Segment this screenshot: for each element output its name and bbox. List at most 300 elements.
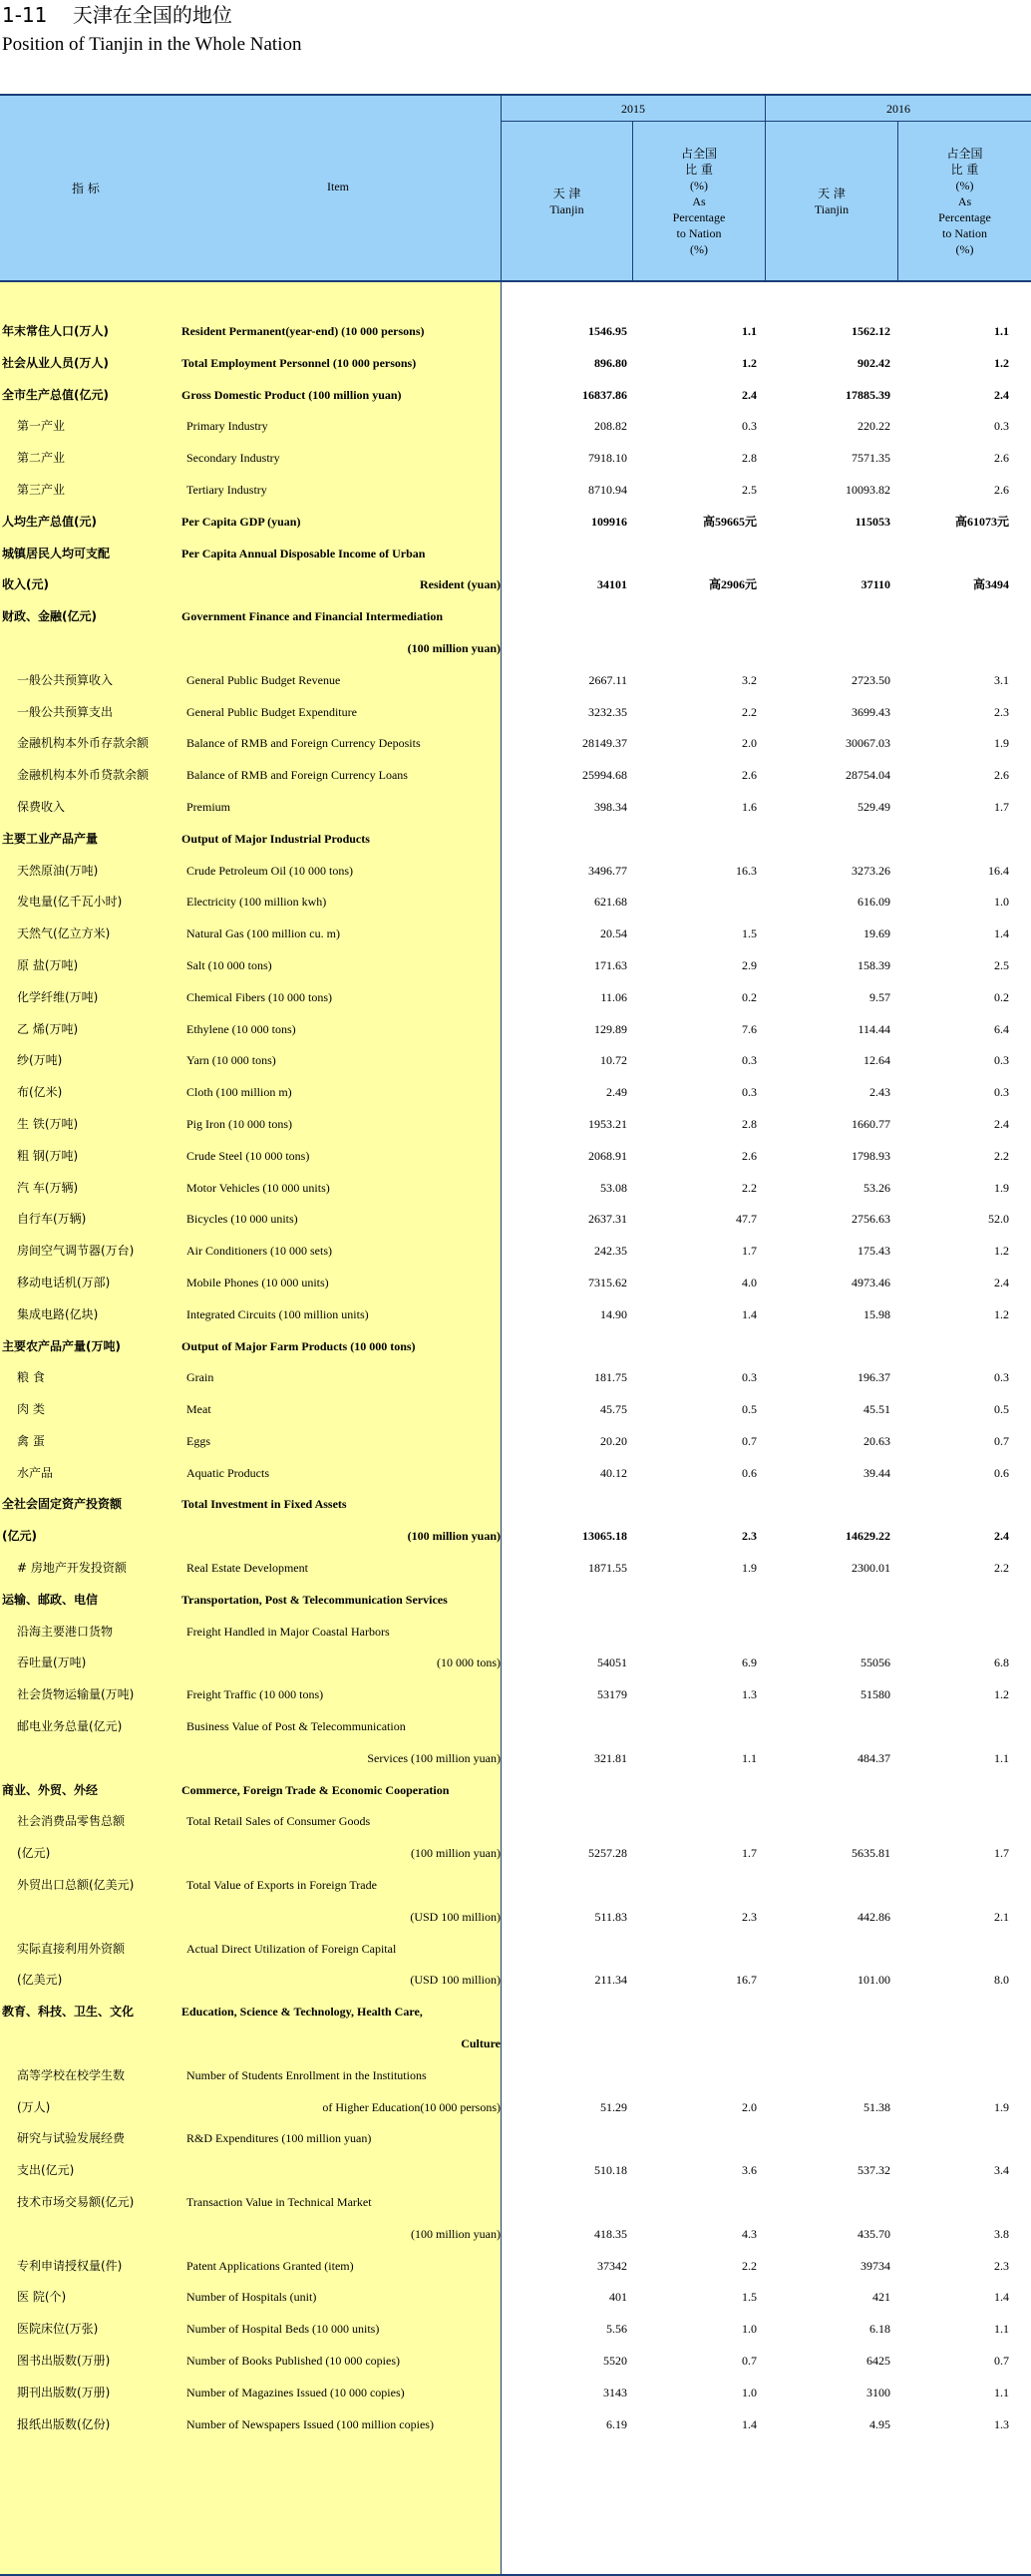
header-item-en: Item bbox=[327, 180, 349, 193]
row-value-2015: 2637.31 bbox=[588, 1212, 627, 1227]
row-value-2016: 4.95 bbox=[869, 2416, 890, 2431]
row-item-en: Eggs bbox=[186, 1433, 210, 1448]
header-share-line: Percentage bbox=[938, 209, 991, 224]
table-row bbox=[0, 316, 1031, 348]
table-row bbox=[0, 1648, 1031, 1679]
row-item-en: (100 million yuan) bbox=[411, 2226, 501, 2241]
row-value-2015: 2.49 bbox=[606, 1085, 627, 1100]
header-indicator-cn: 指 标 bbox=[72, 182, 100, 195]
row-item-en: (100 million yuan) bbox=[407, 640, 501, 655]
row-share-2016: 3.1 bbox=[994, 672, 1009, 687]
row-share-2016: 2.6 bbox=[994, 451, 1009, 466]
table-row bbox=[0, 633, 1031, 665]
row-value-2016: 114.44 bbox=[858, 1021, 890, 1036]
row-item-en: Actual Direct Utilization of Foreign Capital bbox=[186, 1941, 397, 1956]
table-row bbox=[0, 1934, 1031, 1966]
row-value-2015: 1953.21 bbox=[588, 1116, 627, 1131]
row-indicator-cn: (亿元) bbox=[2, 1529, 37, 1544]
row-indicator-cn: 年末常住人口(万人) bbox=[2, 324, 109, 338]
row-value-2015: 1546.95 bbox=[588, 324, 627, 338]
row-share-2015: 47.7 bbox=[736, 1212, 757, 1227]
header-share-line: 比 重 bbox=[685, 162, 713, 177]
row-share-2015: 0.5 bbox=[742, 1402, 757, 1417]
row-share-2016: 6.4 bbox=[994, 1021, 1009, 1036]
row-indicator-cn: 人均生产总值(元) bbox=[2, 514, 97, 529]
row-share-2015: 0.7 bbox=[742, 2354, 757, 2368]
row-item-en: Electricity (100 million kwh) bbox=[186, 895, 327, 910]
table-row bbox=[0, 728, 1031, 760]
row-indicator-cn: 第二产业 bbox=[17, 451, 66, 466]
row-value-2015: 10.72 bbox=[600, 1053, 627, 1068]
row-value-2016: 158.39 bbox=[858, 957, 890, 972]
row-value-2015: 20.54 bbox=[600, 926, 627, 941]
row-value-2016: 1562.12 bbox=[852, 324, 890, 338]
row-item-en: Yarn (10 000 tons) bbox=[186, 1053, 276, 1068]
row-share-2015: 0.3 bbox=[742, 419, 757, 434]
row-item-en: Total Employment Personnel (10 000 persons) bbox=[181, 355, 417, 370]
row-share-2015: 1.0 bbox=[742, 2385, 757, 2399]
row-share-2016: 0.7 bbox=[994, 2354, 1009, 2368]
row-indicator-cn: 保费收入 bbox=[17, 799, 66, 814]
row-value-2015: 129.89 bbox=[594, 1021, 627, 1036]
row-indicator-cn: 移动电话机(万部) bbox=[17, 1275, 111, 1289]
table-row bbox=[0, 760, 1031, 792]
table-row bbox=[0, 1204, 1031, 1236]
row-value-2015: 6.19 bbox=[606, 2416, 627, 2431]
row-share-2016: 0.3 bbox=[994, 1370, 1009, 1385]
row-value-2016: 196.37 bbox=[858, 1370, 890, 1385]
row-item-en: Per Capita GDP (yuan) bbox=[181, 514, 301, 529]
row-item-en: Pig Iron (10 000 tons) bbox=[186, 1116, 292, 1131]
row-share-2015: 0.3 bbox=[742, 1053, 757, 1068]
row-value-2016: 19.69 bbox=[863, 926, 890, 941]
row-item-en: Resident Permanent(year-end) (10 000 persons) bbox=[181, 324, 425, 338]
row-share-2016: 1.9 bbox=[994, 2099, 1009, 2114]
row-share-2015: 高2906元 bbox=[708, 577, 757, 592]
row-share-2015: 4.0 bbox=[742, 1275, 757, 1289]
table-row bbox=[0, 380, 1031, 412]
row-indicator-cn: 水产品 bbox=[17, 1465, 54, 1480]
header-share-line: As bbox=[957, 193, 972, 208]
row-item-en: Balance of RMB and Foreign Currency Loans bbox=[186, 768, 408, 783]
row-indicator-cn: 社会消费品零售总额 bbox=[17, 1814, 126, 1829]
row-indicator-cn: 肉 类 bbox=[17, 1402, 45, 1417]
row-indicator-cn: (亿美元) bbox=[17, 1973, 63, 1988]
row-value-2016: 53.26 bbox=[863, 1180, 890, 1195]
row-item-en: Bicycles (10 000 units) bbox=[186, 1212, 298, 1227]
row-value-2015: 171.63 bbox=[594, 957, 627, 972]
row-indicator-cn: 金融机构本外币贷款余额 bbox=[17, 768, 150, 783]
row-share-2015: 2.0 bbox=[742, 736, 757, 751]
row-item-en: Total Investment in Fixed Assets bbox=[181, 1497, 347, 1512]
row-value-2015: 37342 bbox=[597, 2258, 627, 2273]
row-item-en: Cloth (100 million m) bbox=[186, 1085, 292, 1100]
table-row bbox=[0, 1489, 1031, 1521]
table-row bbox=[0, 1617, 1031, 1649]
row-item-en: General Public Budget Expenditure bbox=[186, 704, 357, 719]
table-row bbox=[0, 950, 1031, 982]
row-share-2016: 3.4 bbox=[994, 2163, 1009, 2178]
row-share-2015: 2.0 bbox=[742, 2099, 757, 2114]
table-row bbox=[0, 1141, 1031, 1173]
row-item-en: Number of Students Enrollment in the Institutions bbox=[186, 2067, 427, 2082]
row-value-2015: 208.82 bbox=[594, 419, 627, 434]
row-value-2015: 2068.91 bbox=[588, 1148, 627, 1163]
table-row bbox=[0, 411, 1031, 443]
row-indicator-cn: 医院床位(万张) bbox=[17, 2322, 99, 2337]
row-item-en: Ethylene (10 000 tons) bbox=[186, 1021, 296, 1036]
row-share-2016: 高3494 bbox=[972, 577, 1009, 592]
row-share-2016: 1.1 bbox=[994, 324, 1009, 338]
table-row bbox=[0, 856, 1031, 888]
row-item-en: Culture bbox=[461, 2036, 501, 2051]
row-value-2016: 3100 bbox=[866, 2385, 890, 2399]
header-share-line: 比 重 bbox=[950, 162, 979, 177]
header-share-line: Percentage bbox=[672, 209, 726, 224]
row-share-2015: 0.6 bbox=[742, 1465, 757, 1480]
row-value-2015: 13065.18 bbox=[582, 1529, 627, 1544]
row-share-2015: 1.0 bbox=[742, 2322, 757, 2337]
row-indicator-cn: 主要农产品产量(万吨) bbox=[2, 1338, 121, 1353]
row-item-en: Output of Major Farm Products (10 000 tons) bbox=[181, 1338, 416, 1353]
table-row bbox=[0, 824, 1031, 856]
table-row bbox=[0, 539, 1031, 570]
table-rows bbox=[0, 316, 1031, 2440]
row-share-2016: 52.0 bbox=[988, 1212, 1009, 1227]
row-share-2016: 0.5 bbox=[994, 1402, 1009, 1417]
table-body bbox=[0, 282, 1031, 2576]
row-share-2016: 1.9 bbox=[994, 1180, 1009, 1195]
header-indicator-cell bbox=[0, 96, 501, 280]
row-share-2015: 6.9 bbox=[742, 1656, 757, 1670]
row-value-2015: 53179 bbox=[597, 1687, 627, 1702]
row-share-2015: 2.2 bbox=[742, 2258, 757, 2273]
table-row bbox=[0, 1553, 1031, 1585]
row-item-en: R&D Expenditures (100 million yuan) bbox=[186, 2131, 372, 2146]
row-item-en: Number of Hospital Beds (10 000 units) bbox=[186, 2322, 380, 2337]
row-share-2015: 高59665元 bbox=[702, 514, 757, 529]
row-value-2016: 55056 bbox=[860, 1656, 890, 1670]
row-share-2015: 4.3 bbox=[742, 2226, 757, 2241]
row-value-2016: 421 bbox=[872, 2290, 890, 2305]
row-share-2016: 1.1 bbox=[994, 2322, 1009, 2337]
row-share-2015: 1.6 bbox=[742, 799, 757, 814]
row-indicator-cn: 沿海主要港口货物 bbox=[17, 1624, 114, 1639]
table-row bbox=[0, 1014, 1031, 1046]
row-item-en: Freight Traffic (10 000 tons) bbox=[186, 1687, 324, 1702]
row-share-2015: 2.8 bbox=[742, 451, 757, 466]
table-row bbox=[0, 2060, 1031, 2092]
table-header bbox=[0, 94, 1031, 282]
row-value-2016: 14629.22 bbox=[846, 1529, 890, 1544]
row-indicator-cn: 高等学校在校学生数 bbox=[17, 2067, 126, 2082]
row-share-2016: 2.2 bbox=[994, 1148, 1009, 1163]
row-value-2015: 34101 bbox=[597, 577, 627, 592]
row-share-2015: 1.9 bbox=[742, 1561, 757, 1576]
row-share-2015: 2.5 bbox=[742, 482, 757, 497]
table-row bbox=[0, 1902, 1031, 1934]
row-value-2015: 181.75 bbox=[594, 1370, 627, 1385]
row-share-2015: 2.3 bbox=[742, 1909, 757, 1924]
row-item-en: Meat bbox=[186, 1402, 211, 1417]
row-value-2016: 902.42 bbox=[858, 355, 890, 370]
row-value-2015: 5257.28 bbox=[588, 1846, 627, 1861]
row-share-2016: 2.4 bbox=[994, 1275, 1009, 1289]
row-item-en: (100 million yuan) bbox=[411, 1846, 501, 1861]
row-indicator-cn: 吞吐量(万吨) bbox=[17, 1656, 87, 1670]
table-row bbox=[0, 1521, 1031, 1553]
row-indicator-cn: 邮电业务总量(亿元) bbox=[17, 1719, 123, 1734]
row-value-2015: 8710.94 bbox=[588, 482, 627, 497]
table-row bbox=[0, 2092, 1031, 2124]
row-item-en: Gross Domestic Product (100 million yuan) bbox=[181, 387, 402, 402]
table-row bbox=[0, 1997, 1031, 2028]
row-value-2015: 621.68 bbox=[594, 895, 627, 910]
row-item-en: Secondary Industry bbox=[186, 451, 280, 466]
row-share-2016: 16.4 bbox=[988, 863, 1009, 878]
table-row bbox=[0, 1394, 1031, 1426]
row-share-2015: 1.7 bbox=[742, 1846, 757, 1861]
row-indicator-cn: 自行车(万辆) bbox=[17, 1212, 87, 1227]
table-row bbox=[0, 2155, 1031, 2187]
row-indicator-cn: 图书出版数(万册) bbox=[17, 2354, 111, 2368]
row-indicator-cn: 医 院(个) bbox=[17, 2290, 67, 2305]
row-item-en: Output of Major Industrial Products bbox=[181, 831, 370, 846]
row-item-en: Total Retail Sales of Consumer Goods bbox=[186, 1814, 371, 1829]
row-share-2015: 1.4 bbox=[742, 1306, 757, 1321]
row-value-2015: 3496.77 bbox=[588, 863, 627, 878]
row-item-en: Primary Industry bbox=[186, 419, 268, 434]
row-value-2015: 16837.86 bbox=[582, 387, 627, 402]
row-share-2016: 1.7 bbox=[994, 1846, 1009, 1861]
row-item-en: Number of Hospitals (unit) bbox=[186, 2290, 317, 2305]
row-indicator-cn: 集成电路(亿块) bbox=[17, 1306, 99, 1321]
row-item-en: Transportation, Post & Telecommunication Services bbox=[181, 1592, 448, 1607]
row-item-en: Real Estate Development bbox=[186, 1561, 308, 1576]
row-share-2016: 1.9 bbox=[994, 736, 1009, 751]
row-share-2016: 1.7 bbox=[994, 799, 1009, 814]
table-row bbox=[0, 2219, 1031, 2251]
table-row bbox=[0, 1426, 1031, 1458]
row-value-2015: 7315.62 bbox=[588, 1275, 627, 1289]
header-share-2015 bbox=[632, 122, 765, 280]
row-value-2016: 2723.50 bbox=[852, 672, 890, 687]
header-tianjin-en: Tianjin bbox=[814, 201, 850, 216]
row-indicator-cn: 外贸出口总额(亿美元) bbox=[17, 1878, 135, 1893]
row-share-2016: 高61073元 bbox=[954, 514, 1009, 529]
table-row bbox=[0, 2346, 1031, 2378]
row-indicator-cn: 金融机构本外币存款余额 bbox=[17, 736, 150, 751]
row-share-2016: 8.0 bbox=[994, 1973, 1009, 1988]
row-share-2015: 16.7 bbox=[736, 1973, 757, 1988]
row-value-2015: 3232.35 bbox=[588, 704, 627, 719]
header-share-2016 bbox=[897, 122, 1031, 280]
row-item-en: (USD 100 million) bbox=[410, 1909, 501, 1924]
page-title-en: Position of Tianjin in the Whole Nation bbox=[2, 34, 302, 55]
row-item-en: Services (100 million yuan) bbox=[367, 1750, 501, 1765]
row-item-en: (10 000 tons) bbox=[437, 1656, 501, 1670]
row-share-2016: 1.1 bbox=[994, 1750, 1009, 1765]
row-value-2016: 3273.26 bbox=[852, 863, 890, 878]
row-share-2015: 2.3 bbox=[742, 1529, 757, 1544]
header-tianjin-en: Tianjin bbox=[549, 201, 584, 216]
row-indicator-cn: # 房地产开发投资额 bbox=[17, 1561, 127, 1576]
row-item-en: Resident (yuan) bbox=[419, 577, 501, 592]
row-value-2015: 20.20 bbox=[600, 1433, 627, 1448]
header-tianjin-2015 bbox=[501, 122, 632, 280]
row-share-2016: 0.3 bbox=[994, 1085, 1009, 1100]
row-share-2015: 0.2 bbox=[742, 989, 757, 1004]
row-share-2015: 3.2 bbox=[742, 672, 757, 687]
row-value-2016: 51580 bbox=[860, 1687, 890, 1702]
row-share-2016: 2.4 bbox=[994, 1116, 1009, 1131]
table-row bbox=[0, 1173, 1031, 1205]
row-value-2016: 28754.04 bbox=[846, 768, 890, 783]
row-indicator-cn: 发电量(亿千瓦小时) bbox=[17, 895, 123, 910]
table-row bbox=[0, 2187, 1031, 2219]
row-value-2016: 12.64 bbox=[863, 1053, 890, 1068]
row-value-2016: 9.57 bbox=[869, 989, 890, 1004]
row-item-en: Integrated Circuits (100 million units) bbox=[186, 1306, 369, 1321]
row-value-2015: 398.34 bbox=[594, 799, 627, 814]
table-row bbox=[0, 1743, 1031, 1775]
row-indicator-cn: 报纸出版数(亿份) bbox=[17, 2416, 111, 2431]
row-indicator-cn: 原 盐(万吨) bbox=[17, 957, 79, 972]
row-share-2015: 0.7 bbox=[742, 1433, 757, 1448]
row-share-2015: 0.3 bbox=[742, 1085, 757, 1100]
row-indicator-cn: 全市生产总值(亿元) bbox=[2, 387, 109, 402]
row-share-2016: 1.2 bbox=[994, 1687, 1009, 1702]
row-value-2015: 2667.11 bbox=[588, 672, 627, 687]
row-indicator-cn: 粗 钢(万吨) bbox=[17, 1148, 79, 1163]
header-year-2016: 2016 bbox=[765, 96, 1031, 122]
table-row bbox=[0, 1109, 1031, 1141]
table-row bbox=[0, 1585, 1031, 1617]
row-indicator-cn: 全社会固定资产投资额 bbox=[2, 1497, 123, 1512]
row-value-2015: 1871.55 bbox=[588, 1561, 627, 1576]
row-item-en: Commerce, Foreign Trade & Economic Cooperation bbox=[181, 1782, 450, 1797]
row-share-2016: 1.4 bbox=[994, 2290, 1009, 2305]
row-value-2015: 51.29 bbox=[600, 2099, 627, 2114]
row-share-2015: 0.3 bbox=[742, 1370, 757, 1385]
row-indicator-cn: 教育、科技、卫生、文化 bbox=[2, 2005, 135, 2020]
row-value-2015: 54051 bbox=[597, 1656, 627, 1670]
row-value-2015: 511.83 bbox=[594, 1909, 627, 1924]
row-value-2016: 15.98 bbox=[863, 1306, 890, 1321]
row-share-2015: 2.2 bbox=[742, 704, 757, 719]
row-indicator-cn: 生 铁(万吨) bbox=[17, 1116, 79, 1131]
row-value-2016: 2300.01 bbox=[852, 1561, 890, 1576]
row-value-2015: 5520 bbox=[603, 2354, 627, 2368]
table-row bbox=[0, 1838, 1031, 1870]
row-value-2016: 20.63 bbox=[863, 1433, 890, 1448]
row-share-2016: 2.2 bbox=[994, 1561, 1009, 1576]
row-share-2016: 2.4 bbox=[994, 387, 1009, 402]
table-row bbox=[0, 1870, 1031, 1902]
header-share-line: (%) bbox=[955, 178, 974, 192]
row-item-en: Freight Handled in Major Coastal Harbors bbox=[186, 1624, 390, 1639]
row-indicator-cn: 乙 烯(万吨) bbox=[17, 1021, 79, 1036]
row-share-2016: 3.8 bbox=[994, 2226, 1009, 2241]
row-item-en: Crude Petroleum Oil (10 000 tons) bbox=[186, 863, 353, 878]
row-share-2015: 2.9 bbox=[742, 957, 757, 972]
row-share-2015: 1.1 bbox=[742, 1750, 757, 1765]
row-share-2015: 1.5 bbox=[742, 2290, 757, 2305]
table-row bbox=[0, 887, 1031, 919]
row-indicator-cn: 支出(亿元) bbox=[17, 2163, 75, 2178]
header-share-line: (%) bbox=[690, 241, 708, 256]
row-indicator-cn: 纱(万吨) bbox=[17, 1053, 63, 1068]
row-indicator-cn: 期刊出版数(万册) bbox=[17, 2385, 111, 2399]
row-item-en: Motor Vehicles (10 000 units) bbox=[186, 1180, 330, 1195]
row-indicator-cn: 第一产业 bbox=[17, 419, 66, 434]
row-indicator-cn: 一般公共预算收入 bbox=[17, 672, 114, 687]
row-indicator-cn: 天然气(亿立方米) bbox=[17, 926, 111, 941]
row-share-2016: 1.3 bbox=[994, 2416, 1009, 2431]
row-value-2016: 484.37 bbox=[858, 1750, 890, 1765]
row-value-2015: 510.18 bbox=[594, 2163, 627, 2178]
row-value-2015: 40.12 bbox=[600, 1465, 627, 1480]
row-share-2015: 2.6 bbox=[742, 1148, 757, 1163]
row-share-2016: 1.4 bbox=[994, 926, 1009, 941]
row-share-2016: 2.6 bbox=[994, 768, 1009, 783]
row-item-en: Per Capita Annual Disposable Income of Urban bbox=[181, 546, 426, 560]
row-value-2016: 115053 bbox=[855, 514, 890, 529]
table-row bbox=[0, 348, 1031, 380]
row-indicator-cn: 专利申请授权量(件) bbox=[17, 2258, 123, 2273]
row-value-2015: 14.90 bbox=[600, 1306, 627, 1321]
row-value-2016: 30067.03 bbox=[846, 736, 890, 751]
header-share-line: to Nation bbox=[942, 225, 987, 240]
row-share-2016: 2.4 bbox=[994, 1529, 1009, 1544]
row-share-2015: 1.2 bbox=[742, 355, 757, 370]
row-item-en: Crude Steel (10 000 tons) bbox=[186, 1148, 310, 1163]
row-item-en: Grain bbox=[186, 1370, 214, 1385]
row-value-2015: 242.35 bbox=[594, 1244, 627, 1259]
row-share-2016: 0.7 bbox=[994, 1433, 1009, 1448]
row-value-2015: 3143 bbox=[603, 2385, 627, 2399]
row-value-2016: 6425 bbox=[866, 2354, 890, 2368]
table-row bbox=[0, 569, 1031, 601]
table-row bbox=[0, 1331, 1031, 1363]
row-item-en: Premium bbox=[186, 799, 230, 814]
row-share-2015: 16.3 bbox=[736, 863, 757, 878]
row-indicator-cn: 商业、外贸、外经 bbox=[2, 1782, 99, 1797]
row-indicator-cn: 实际直接利用外资额 bbox=[17, 1941, 126, 1956]
row-value-2015: 25994.68 bbox=[582, 768, 627, 783]
row-share-2016: 1.2 bbox=[994, 1306, 1009, 1321]
table-row bbox=[0, 1362, 1031, 1394]
row-value-2016: 45.51 bbox=[863, 1402, 890, 1417]
row-indicator-cn: 城镇居民人均可支配 bbox=[2, 546, 111, 560]
row-share-2015: 1.1 bbox=[742, 324, 757, 338]
row-item-en: Number of Books Published (10 000 copies) bbox=[186, 2354, 400, 2368]
row-share-2016: 6.8 bbox=[994, 1656, 1009, 1670]
row-item-en: (USD 100 million) bbox=[410, 1973, 501, 1988]
row-value-2016: 175.43 bbox=[858, 1244, 890, 1259]
row-share-2016: 0.2 bbox=[994, 989, 1009, 1004]
table-row bbox=[0, 697, 1031, 729]
row-share-2015: 3.6 bbox=[742, 2163, 757, 2178]
row-item-en: (100 million yuan) bbox=[407, 1529, 501, 1544]
row-share-2015: 1.3 bbox=[742, 1687, 757, 1702]
title-block bbox=[2, 0, 302, 60]
row-share-2015: 2.6 bbox=[742, 768, 757, 783]
row-indicator-cn: 禽 蛋 bbox=[17, 1433, 45, 1448]
row-value-2016: 7571.35 bbox=[852, 451, 890, 466]
header-year-2015: 2015 bbox=[501, 96, 765, 122]
row-item-en: Natural Gas (100 million cu. m) bbox=[186, 926, 340, 941]
